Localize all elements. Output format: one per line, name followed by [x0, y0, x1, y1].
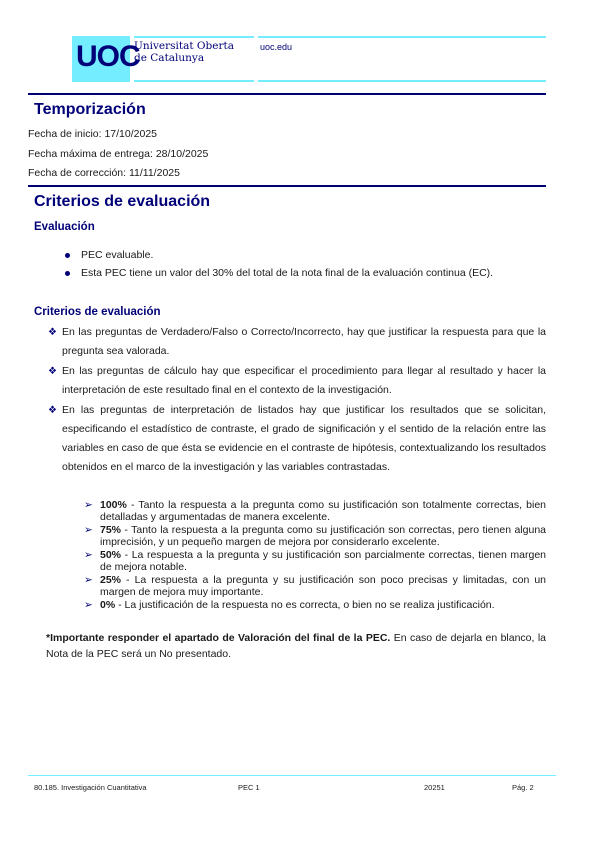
subheading-evaluacion: Evaluación [34, 221, 95, 233]
grade-pct: 100% [100, 499, 127, 511]
grade-item [84, 499, 546, 523]
grade-item [84, 524, 546, 548]
footer-page-number: Pág. 2 [512, 783, 534, 792]
important-note [46, 630, 546, 662]
university-name [134, 40, 234, 64]
uoc-logo [72, 36, 140, 82]
grade-pct: 25% [100, 574, 122, 586]
diamond-bullet-icon: ❖ [48, 405, 57, 416]
university-name-line2: de Catalunya [134, 52, 205, 64]
domain-link[interactable]: uoc.edu [260, 42, 293, 52]
criterio-item [48, 362, 546, 400]
grade-text: - La respuesta a la pregunta y su justificación son poco precisas y limitadas, con un margen de mejora muy importante. [100, 574, 546, 598]
arrow-bullet-icon: ➢ [84, 499, 93, 511]
section-title-temporizacion: Temporización [34, 101, 146, 118]
grade-pct: 50% [100, 549, 122, 561]
arrow-bullet-icon: ➢ [84, 549, 93, 561]
footer-rule [28, 775, 556, 776]
subheading-criterios: Criterios de evaluación [34, 306, 161, 318]
footer-pec: PEC 1 [238, 783, 260, 792]
section-title-criterios: Criterios de evaluación [34, 193, 211, 210]
evaluacion-item: PEC evaluable. [81, 249, 154, 261]
fecha-entrega: Fecha máxima de entrega: 28/10/2025 [28, 148, 209, 160]
criterio-item [48, 401, 546, 477]
section-rule-criterios [28, 185, 546, 187]
footer-course: 80.185. Investigación Cuantitativa [34, 783, 147, 792]
evaluacion-item: Esta PEC tiene un valor del 30% del total de la nota final de la evaluación continua (EC). [81, 267, 494, 279]
criterio-text: En las preguntas de cálculo hay que especificar el procedimiento para llegar al resultado y hacer la interpretación de este resultado final en el contexto de la investigación. [62, 365, 546, 396]
grade-pct: 75% [100, 524, 122, 536]
diamond-bullet-icon: ❖ [48, 366, 57, 377]
important-note-bold: *Importante responder el apartado de Valoración del final de la PEC. [46, 632, 391, 644]
header-rule-top-left [134, 36, 254, 38]
bullet-dot [65, 271, 70, 276]
grade-pct: 0% [100, 599, 116, 611]
footer-semester: 20251 [424, 783, 445, 792]
section-rule-temporizacion [28, 93, 546, 95]
header-rule-bottom-left [134, 80, 254, 82]
grade-text: - La respuesta a la pregunta y su justificación son parcialmente correctas, tienen margen de mejora notable. [100, 549, 546, 573]
page-header [72, 36, 546, 82]
criterio-item [48, 323, 546, 361]
important-note-rest: En caso de dejarla en blanco, la Nota de la PEC será un No presentado. [46, 632, 546, 660]
header-rule-top-right [258, 36, 546, 38]
fecha-correccion: Fecha de corrección: 11/11/2025 [28, 167, 180, 179]
grade-item [84, 574, 546, 598]
grade-item [84, 599, 546, 611]
bullet-dot [65, 253, 70, 258]
criterio-text: En las preguntas de Verdadero/Falso o Correcto/Incorrecto, hay que justificar la respuesta para que la pregunta sea valorada. [62, 326, 546, 357]
arrow-bullet-icon: ➢ [84, 599, 93, 611]
arrow-bullet-icon: ➢ [84, 524, 93, 536]
grade-item [84, 549, 546, 573]
fecha-inicio: Fecha de inicio: 17/10/2025 [28, 128, 158, 140]
uoc-logo-text: UOC [76, 40, 140, 73]
header-rule-bottom-right [258, 80, 546, 82]
grade-text: - Tanto la respuesta a la pregunta como su justificación son totalmente correctas, bien detalladas y argumentadas de manera excelente. [100, 499, 546, 523]
grade-text: - Tanto la respuesta a la pregunta como su justificación son correctas, pero tienen alguna imprecisión, y un pequeño margen de mejora por considerarlo excelente. [100, 524, 546, 548]
university-name-line1: Universitat Oberta [134, 40, 234, 52]
criterio-text: En las preguntas de interpretación de listados hay que justificar los resultados que se solicitan, especificando el estadístico de contraste, el grado de significación y el sentido de la relación entre las variables en caso de que ésta se evidencie en el contraste de hipótesis, contextualizando los resultados obtenidos en el marco de la investigación y las variables contrastadas. [62, 404, 546, 473]
grade-text: - La justificación de la respuesta no es correcta, o bien no se realiza justificación. [115, 599, 495, 611]
diamond-bullet-icon: ❖ [48, 327, 57, 338]
arrow-bullet-icon: ➢ [84, 574, 93, 586]
